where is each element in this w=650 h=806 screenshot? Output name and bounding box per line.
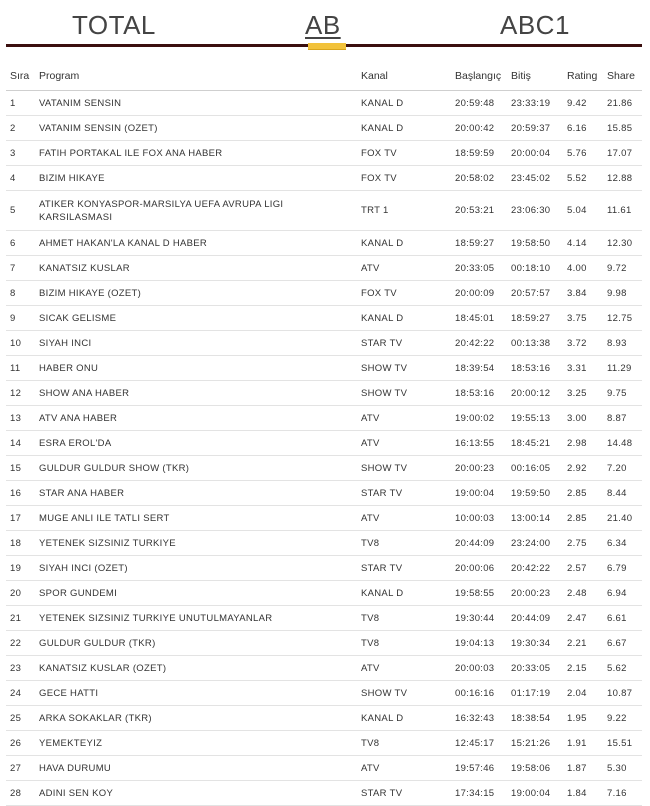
table-row [6, 706, 642, 731]
cell-start: 20:00:03 [451, 656, 507, 681]
table-row [6, 231, 642, 256]
cell-rank: 25 [6, 706, 35, 731]
cell-rating: 1.95 [563, 706, 603, 731]
cell-end: 19:59:50 [507, 481, 563, 506]
header-rating: Rating [563, 62, 603, 91]
cell-channel: ATV [357, 431, 451, 456]
cell-rating: 1.84 [563, 781, 603, 806]
cell-program: ADINI SEN KOY [35, 781, 357, 806]
cell-end: 20:42:22 [507, 556, 563, 581]
cell-channel: STAR TV [357, 481, 451, 506]
cell-channel: KANAL D [357, 706, 451, 731]
cell-channel: TV8 [357, 731, 451, 756]
table-row [6, 606, 642, 631]
cell-start: 20:59:48 [451, 91, 507, 116]
cell-rank: 16 [6, 481, 35, 506]
cell-start: 19:04:13 [451, 631, 507, 656]
audience-tabs [0, 0, 650, 52]
cell-channel: SHOW TV [357, 356, 451, 381]
cell-rating: 2.21 [563, 631, 603, 656]
cell-end: 20:57:57 [507, 281, 563, 306]
table-row [6, 506, 642, 531]
cell-program: GULDUR GULDUR SHOW (TKR) [35, 456, 357, 481]
cell-rating: 2.85 [563, 481, 603, 506]
cell-share: 9.98 [603, 281, 642, 306]
cell-program: HAVA DURUMU [35, 756, 357, 781]
table-header-row [6, 62, 642, 91]
cell-rating: 6.16 [563, 116, 603, 141]
table-row [6, 481, 642, 506]
cell-end: 23:33:19 [507, 91, 563, 116]
cell-channel: KANAL D [357, 231, 451, 256]
cell-program: VATANIM SENSIN (OZET) [35, 116, 357, 141]
cell-end: 01:17:19 [507, 681, 563, 706]
cell-share: 12.30 [603, 231, 642, 256]
cell-channel: KANAL D [357, 306, 451, 331]
cell-program: SIYAH INCI [35, 331, 357, 356]
cell-end: 18:38:54 [507, 706, 563, 731]
cell-program: GECE HATTI [35, 681, 357, 706]
cell-share: 6.61 [603, 606, 642, 631]
table-row [6, 306, 642, 331]
cell-rank: 19 [6, 556, 35, 581]
cell-share: 5.30 [603, 756, 642, 781]
cell-channel: STAR TV [357, 331, 451, 356]
cell-start: 17:34:15 [451, 781, 507, 806]
cell-channel: SHOW TV [357, 381, 451, 406]
cell-program: YETENEK SIZSINIZ TURKIYE [35, 531, 357, 556]
cell-channel: TRT 1 [357, 191, 451, 231]
cell-rating: 3.75 [563, 306, 603, 331]
cell-start: 20:33:05 [451, 256, 507, 281]
cell-rating: 5.76 [563, 141, 603, 166]
cell-share: 11.29 [603, 356, 642, 381]
cell-program: ESRA EROL'DA [35, 431, 357, 456]
cell-start: 16:13:55 [451, 431, 507, 456]
cell-share: 7.20 [603, 456, 642, 481]
cell-end: 18:45:21 [507, 431, 563, 456]
cell-share: 15.51 [603, 731, 642, 756]
cell-rank: 7 [6, 256, 35, 281]
cell-rating: 1.87 [563, 756, 603, 781]
cell-share: 6.94 [603, 581, 642, 606]
cell-rank: 23 [6, 656, 35, 681]
cell-start: 19:57:46 [451, 756, 507, 781]
cell-end: 19:30:34 [507, 631, 563, 656]
cell-share: 6.34 [603, 531, 642, 556]
table-row [6, 406, 642, 431]
cell-start: 18:39:54 [451, 356, 507, 381]
cell-channel: ATV [357, 756, 451, 781]
cell-end: 00:16:05 [507, 456, 563, 481]
cell-rating: 5.04 [563, 191, 603, 231]
cell-program: KANATSIZ KUSLAR (OZET) [35, 656, 357, 681]
cell-start: 20:00:23 [451, 456, 507, 481]
cell-share: 14.48 [603, 431, 642, 456]
cell-end: 00:18:10 [507, 256, 563, 281]
cell-rank: 5 [6, 191, 35, 231]
cell-channel: ATV [357, 506, 451, 531]
cell-rank: 26 [6, 731, 35, 756]
cell-end: 19:00:04 [507, 781, 563, 806]
table-row [6, 556, 642, 581]
cell-start: 18:45:01 [451, 306, 507, 331]
table-body [6, 91, 642, 806]
cell-rank: 14 [6, 431, 35, 456]
cell-share: 17.07 [603, 141, 642, 166]
cell-share: 6.79 [603, 556, 642, 581]
cell-share: 8.87 [603, 406, 642, 431]
cell-rank: 12 [6, 381, 35, 406]
cell-rank: 2 [6, 116, 35, 141]
table-row [6, 381, 642, 406]
header-program: Program [35, 62, 357, 91]
cell-end: 13:00:14 [507, 506, 563, 531]
cell-share: 21.86 [603, 91, 642, 116]
cell-rank: 6 [6, 231, 35, 256]
cell-rank: 28 [6, 781, 35, 806]
table-row [6, 191, 642, 231]
cell-rating: 4.14 [563, 231, 603, 256]
tab-total[interactable]: TOTAL [72, 10, 156, 40]
cell-program: VATANIM SENSIN [35, 91, 357, 116]
table-row [6, 756, 642, 781]
table-row [6, 581, 642, 606]
cell-rating: 3.72 [563, 331, 603, 356]
cell-start: 18:59:27 [451, 231, 507, 256]
cell-program: SHOW ANA HABER [35, 381, 357, 406]
cell-channel: TV8 [357, 531, 451, 556]
table-row [6, 166, 642, 191]
cell-end: 20:44:09 [507, 606, 563, 631]
cell-program: SIYAH INCI (OZET) [35, 556, 357, 581]
cell-rating: 2.85 [563, 506, 603, 531]
cell-end: 20:00:04 [507, 141, 563, 166]
cell-rating: 2.15 [563, 656, 603, 681]
cell-start: 18:59:59 [451, 141, 507, 166]
cell-rank: 18 [6, 531, 35, 556]
cell-program: GULDUR GULDUR (TKR) [35, 631, 357, 656]
cell-start: 20:42:22 [451, 331, 507, 356]
cell-start: 20:00:09 [451, 281, 507, 306]
cell-share: 21.40 [603, 506, 642, 531]
cell-rating: 2.04 [563, 681, 603, 706]
cell-rank: 24 [6, 681, 35, 706]
table-row [6, 656, 642, 681]
header-bitis: Bitiş [507, 62, 563, 91]
active-tab-indicator [308, 43, 346, 50]
cell-start: 19:00:04 [451, 481, 507, 506]
cell-rating: 3.25 [563, 381, 603, 406]
cell-start: 16:32:43 [451, 706, 507, 731]
cell-program: ATIKER KONYASPOR-MARSILYA UEFA AVRUPA LIGI KARSILASMASI [35, 191, 357, 231]
cell-end: 00:13:38 [507, 331, 563, 356]
cell-end: 20:59:37 [507, 116, 563, 141]
table-row [6, 431, 642, 456]
cell-end: 15:21:26 [507, 731, 563, 756]
cell-rank: 20 [6, 581, 35, 606]
cell-channel: SHOW TV [357, 456, 451, 481]
cell-share: 8.93 [603, 331, 642, 356]
cell-rank: 27 [6, 756, 35, 781]
cell-program: KANATSIZ KUSLAR [35, 256, 357, 281]
cell-start: 19:00:02 [451, 406, 507, 431]
cell-rating: 3.00 [563, 406, 603, 431]
cell-rank: 22 [6, 631, 35, 656]
table-row [6, 531, 642, 556]
header-share: Share [603, 62, 642, 91]
cell-program: SPOR GUNDEMI [35, 581, 357, 606]
cell-rating: 3.31 [563, 356, 603, 381]
table-row [6, 681, 642, 706]
cell-program: YETENEK SIZSINIZ TURKIYE UNUTULMAYANLAR [35, 606, 357, 631]
cell-start: 20:58:02 [451, 166, 507, 191]
cell-start: 12:45:17 [451, 731, 507, 756]
table-row [6, 141, 642, 166]
table-row [6, 731, 642, 756]
cell-share: 12.75 [603, 306, 642, 331]
header-baslangic: Başlangıç [451, 62, 507, 91]
cell-end: 20:33:05 [507, 656, 563, 681]
cell-end: 20:00:23 [507, 581, 563, 606]
cell-program: AHMET HAKAN'LA KANAL D HABER [35, 231, 357, 256]
cell-share: 9.72 [603, 256, 642, 281]
cell-rating: 2.75 [563, 531, 603, 556]
table-row [6, 781, 642, 806]
table-row [6, 116, 642, 141]
cell-program: MUGE ANLI ILE TATLI SERT [35, 506, 357, 531]
tab-abc1[interactable]: ABC1 [500, 10, 570, 40]
cell-rank: 17 [6, 506, 35, 531]
cell-share: 5.62 [603, 656, 642, 681]
cell-share: 7.16 [603, 781, 642, 806]
cell-channel: TV8 [357, 631, 451, 656]
table-row [6, 331, 642, 356]
table-row [6, 631, 642, 656]
cell-end: 23:06:30 [507, 191, 563, 231]
header-sira: Sıra [6, 62, 35, 91]
cell-rank: 10 [6, 331, 35, 356]
cell-start: 00:16:16 [451, 681, 507, 706]
cell-channel: KANAL D [357, 91, 451, 116]
cell-channel: ATV [357, 256, 451, 281]
cell-program: ATV ANA HABER [35, 406, 357, 431]
table-row [6, 456, 642, 481]
cell-end: 23:45:02 [507, 166, 563, 191]
header-kanal: Kanal [357, 62, 451, 91]
cell-program: STAR ANA HABER [35, 481, 357, 506]
table-row [6, 356, 642, 381]
cell-start: 20:53:21 [451, 191, 507, 231]
cell-program: FATIH PORTAKAL ILE FOX ANA HABER [35, 141, 357, 166]
cell-rank: 1 [6, 91, 35, 116]
cell-share: 12.88 [603, 166, 642, 191]
cell-share: 15.85 [603, 116, 642, 141]
cell-rank: 8 [6, 281, 35, 306]
cell-channel: ATV [357, 406, 451, 431]
cell-rank: 4 [6, 166, 35, 191]
tab-ab[interactable]: AB [305, 10, 341, 40]
cell-start: 10:00:03 [451, 506, 507, 531]
cell-start: 20:44:09 [451, 531, 507, 556]
cell-share: 11.61 [603, 191, 642, 231]
cell-rating: 4.00 [563, 256, 603, 281]
cell-channel: KANAL D [357, 116, 451, 141]
cell-start: 19:30:44 [451, 606, 507, 631]
cell-rating: 9.42 [563, 91, 603, 116]
table-row [6, 91, 642, 116]
cell-end: 19:55:13 [507, 406, 563, 431]
cell-program: HABER ONU [35, 356, 357, 381]
ratings-table [6, 62, 642, 806]
cell-program: SICAK GELISME [35, 306, 357, 331]
cell-start: 18:53:16 [451, 381, 507, 406]
cell-channel: FOX TV [357, 281, 451, 306]
cell-channel: STAR TV [357, 781, 451, 806]
cell-rank: 3 [6, 141, 35, 166]
table-row [6, 281, 642, 306]
cell-end: 19:58:06 [507, 756, 563, 781]
cell-start: 20:00:06 [451, 556, 507, 581]
cell-rating: 5.52 [563, 166, 603, 191]
cell-rank: 21 [6, 606, 35, 631]
cell-channel: FOX TV [357, 166, 451, 191]
cell-share: 6.67 [603, 631, 642, 656]
cell-end: 20:00:12 [507, 381, 563, 406]
cell-end: 18:59:27 [507, 306, 563, 331]
cell-channel: TV8 [357, 606, 451, 631]
cell-rank: 9 [6, 306, 35, 331]
cell-rating: 2.57 [563, 556, 603, 581]
cell-start: 20:00:42 [451, 116, 507, 141]
table-row [6, 256, 642, 281]
cell-share: 9.75 [603, 381, 642, 406]
cell-share: 10.87 [603, 681, 642, 706]
cell-program: ARKA SOKAKLAR (TKR) [35, 706, 357, 731]
cell-share: 9.22 [603, 706, 642, 731]
cell-program: YEMEKTEYIZ [35, 731, 357, 756]
cell-end: 19:58:50 [507, 231, 563, 256]
cell-channel: ATV [357, 656, 451, 681]
cell-end: 18:53:16 [507, 356, 563, 381]
cell-rating: 2.98 [563, 431, 603, 456]
cell-share: 8.44 [603, 481, 642, 506]
cell-channel: KANAL D [357, 581, 451, 606]
cell-end: 23:24:00 [507, 531, 563, 556]
cell-rank: 13 [6, 406, 35, 431]
cell-channel: FOX TV [357, 141, 451, 166]
cell-rating: 3.84 [563, 281, 603, 306]
cell-program: BIZIM HIKAYE (OZET) [35, 281, 357, 306]
cell-rank: 11 [6, 356, 35, 381]
cell-start: 19:58:55 [451, 581, 507, 606]
cell-channel: SHOW TV [357, 681, 451, 706]
cell-rating: 2.92 [563, 456, 603, 481]
cell-rating: 2.47 [563, 606, 603, 631]
cell-rating: 1.91 [563, 731, 603, 756]
cell-channel: STAR TV [357, 556, 451, 581]
cell-rating: 2.48 [563, 581, 603, 606]
cell-program: BIZIM HIKAYE [35, 166, 357, 191]
cell-rank: 15 [6, 456, 35, 481]
